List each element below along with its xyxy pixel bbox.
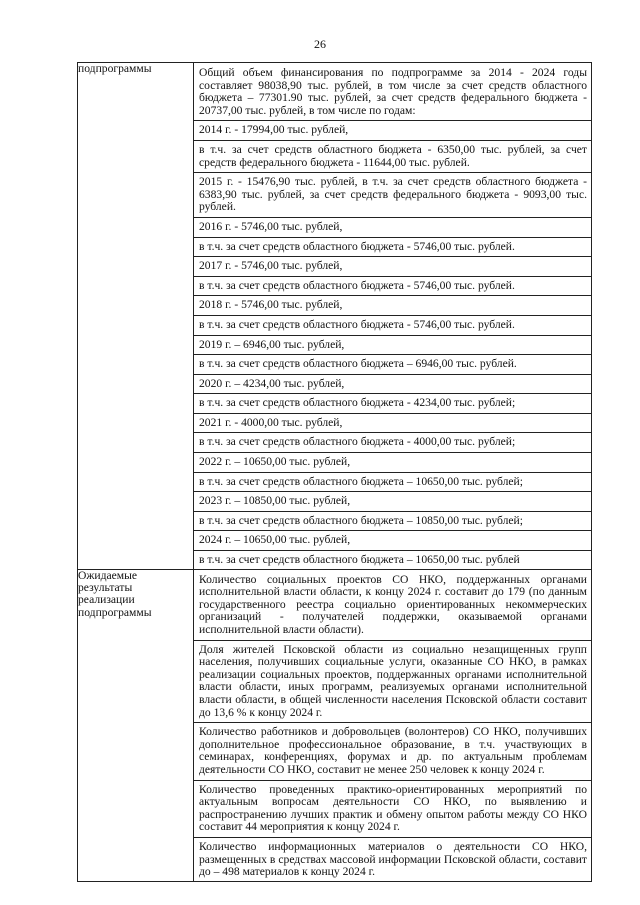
financing-total-paragraph: Общий объем финансирования по подпрограмме за 2014 - 2024 годы составляет 98038,90 тыс. рублей, в том числе за счет средств областного бюджета – 77301.90 тыс. рублей, за счет средств федерального бюджета - 20737,00 тыс. рублей, в том числе по годам: (199, 66, 587, 117)
financing-detail-2016: в т.ч. за счет средств областного бюджета - 5746,00 тыс. рублей. (194, 237, 591, 257)
result-share-of-residents: Доля жителей Псковской области из социально незащищенных групп населения, получивших социальные услуги, оказанные СО НКО, в рамках реализации социальных проектов, поддержанных органами исполнительной власти области, иных программ, реализуемых органами исполнительной власти области, в общей численности населения Псковской области составит до 13,6 % к концу 2024 г. (194, 640, 591, 723)
row-label-financing (78, 63, 194, 570)
financing-year-2015: 2015 г. - 15476,90 тыс. рублей, в т.ч. за счет средств областного бюджета - 6383,90 тыс. рублей, за счет средств федерального бюджета - 9093,00 тыс. рублей. (194, 172, 591, 217)
row-label-line: результаты (78, 581, 133, 595)
financing-year-2016: 2016 г. - 5746,00 тыс. рублей, (194, 217, 591, 237)
financing-year-2023: 2023 г. – 10850,00 тыс. рублей, (194, 491, 591, 511)
financing-year-2014: 2014 г. - 17994,00 тыс. рублей, (194, 120, 591, 140)
table-row-expected-results (78, 569, 592, 881)
result-trained-workers: Количество работников и добровольцев (волонтеров) СО НКО, получивших дополнительное профессиональное образование, в т.ч. участвующих в семинарах, конференциях, форумах и др. по актуальным проблемам деятельности СО НКО, составит не менее 250 человек к концу 2024 г. (194, 722, 591, 779)
financing-year-2024: 2024 г. – 10650,00 тыс. рублей, (194, 530, 591, 550)
result-practical-events: Количество проведенных практико-ориентированных мероприятий по актуальным вопросам деятельности СО НКО, по выявлению и распространению лучших практик и обмену опытом работы между СО НКО составит 44 мероприятия к концу 2024 г. (194, 780, 591, 837)
financing-detail-2023: в т.ч. за счет средств областного бюджета – 10850,00 тыс. рублей; (194, 511, 591, 531)
row-label-expected-results (78, 569, 194, 881)
result-media-materials: Количество информационных материалов о деятельности СО НКО, размещенных в средствах массовой информации Псковской области, составит до – 498 материалов к концу 2024 г. (194, 837, 591, 881)
table-row-financing (78, 63, 592, 570)
financing-detail-2018: в т.ч. за счет средств областного бюджета - 5746,00 тыс. рублей. (194, 315, 591, 335)
financing-detail-2019: в т.ч. за счет средств областного бюджета – 6946,00 тыс. рублей. (194, 354, 591, 374)
financing-detail-2020: в т.ч. за счет средств областного бюджета - 4234,00 тыс. рублей; (194, 393, 591, 413)
financing-detail-2014: в т.ч. за счет средств областного бюджета - 6350,00 тыс. рублей, за счет средств федерального бюджета - 11644,00 тыс. рублей. (194, 140, 591, 172)
financing-detail-2021: в т.ч. за счет средств областного бюджета - 4000,00 тыс. рублей; (194, 432, 591, 452)
financing-detail-2017: в т.ч. за счет средств областного бюджета - 5746,00 тыс. рублей. (194, 276, 591, 296)
financing-detail-2024: в т.ч. за счет средств областного бюджета – 10650,00 тыс. рублей (194, 550, 591, 569)
financing-year-2018: 2018 г. - 5746,00 тыс. рублей, (194, 295, 591, 315)
row-label-line: подпрограммы (78, 62, 152, 75)
financing-year-2019: 2019 г. – 6946,00 тыс. рублей, (194, 335, 591, 355)
row-content-financing (194, 63, 592, 570)
row-label-line: подпрограммы (78, 605, 152, 619)
row-content-expected-results (194, 569, 592, 881)
financing-year-2017: 2017 г. - 5746,00 тыс. рублей, (194, 256, 591, 276)
program-passport-table (77, 62, 592, 882)
financing-year-2020: 2020 г. – 4234,00 тыс. рублей, (194, 374, 591, 394)
result-social-projects: Количество социальных проектов СО НКО, поддержанных органами исполнительной власти области, к концу 2024 г. составит до 179 (по данным государственного реестра социально ориентированных некоммерческих организаций - получателей поддержки, оказываемой органами исполнительной власти области). (199, 572, 587, 636)
financing-year-2022: 2022 г. – 10650,00 тыс. рублей, (194, 452, 591, 472)
financing-year-2021: 2021 г. - 4000,00 тыс. рублей, (194, 413, 591, 433)
row-label-line: реализации (78, 593, 135, 607)
financing-detail-2022: в т.ч. за счет средств областного бюджета – 10650,00 тыс. рублей; (194, 472, 591, 492)
page-number: 26 (314, 37, 326, 51)
row-label-line: Ожидаемые (78, 568, 138, 582)
